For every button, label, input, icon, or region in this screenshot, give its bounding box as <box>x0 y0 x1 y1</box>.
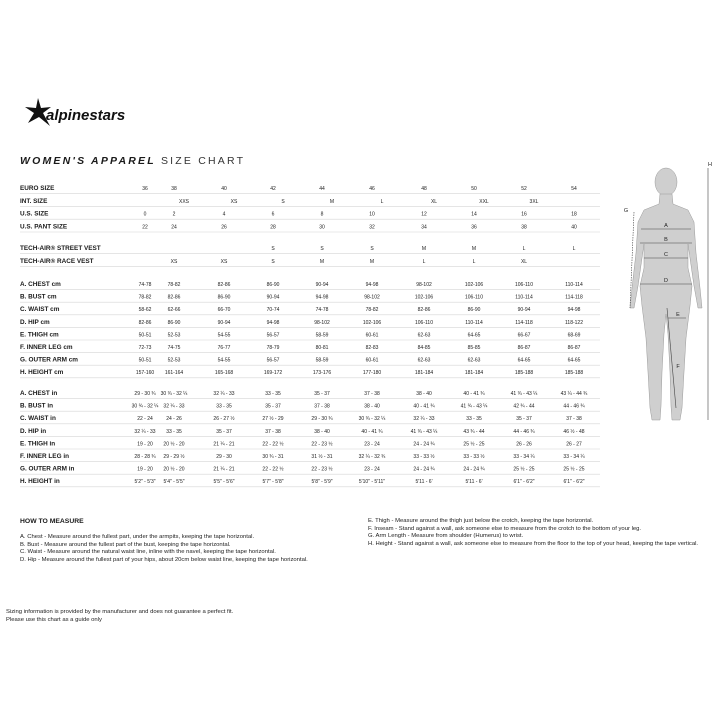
size-cell: 110-114 <box>515 294 533 301</box>
size-cell: XL <box>430 198 438 205</box>
size-cell: S <box>271 246 275 252</box>
size-cell: 86-87 <box>567 345 581 351</box>
size-cell: 40 - 41 ¾ <box>463 391 485 397</box>
size-cell: 157-160 <box>135 370 155 377</box>
size-cell: 94-98 <box>266 319 280 326</box>
size-cell: 78-82 <box>138 294 152 301</box>
size-cell: 94-98 <box>315 294 329 301</box>
size-cell: 173-176 <box>312 370 332 377</box>
size-cell: 41 ¾ - 43 ¼ <box>510 391 538 397</box>
size-cell: 36 <box>142 186 148 192</box>
size-cell: XXS <box>178 198 190 205</box>
size-cell: 58-59 <box>315 357 329 364</box>
figure-label-c: C <box>664 252 668 258</box>
size-cell: 26 - 27 <box>566 441 582 448</box>
size-cell: L <box>422 258 426 265</box>
size-cell: 22 - 23 ½ <box>311 441 333 448</box>
size-cell: 29 - 29 ½ <box>163 454 185 460</box>
size-cell: 35 - 37 <box>314 391 330 397</box>
how-to-measure-left <box>20 534 308 564</box>
size-cell: 110-114 <box>565 282 583 288</box>
body-figure <box>596 158 714 438</box>
size-cell: 72-73 <box>138 345 152 351</box>
row-label: E. THIGH in <box>20 440 56 448</box>
size-cell: 52 <box>521 186 527 192</box>
row-label: C. WAIST in <box>20 415 56 423</box>
size-cell: 98-102 <box>314 319 330 326</box>
size-cell: 24 - 24 ¾ <box>463 466 485 473</box>
size-cell: 74-75 <box>167 345 181 351</box>
row-label: G. OUTER ARM in <box>20 465 75 473</box>
size-cell: 29 - 30 ¾ <box>311 416 333 423</box>
size-cell: S <box>281 198 285 205</box>
size-cell: 64-65 <box>467 332 481 339</box>
row-label: INT. SIZE <box>20 197 48 205</box>
size-cell: 56-57 <box>266 332 280 339</box>
size-cell: 23 - 24 <box>364 466 380 473</box>
size-cell: L <box>380 198 384 205</box>
size-cell: 52-53 <box>167 332 181 339</box>
size-cell: L <box>472 258 476 265</box>
size-cell: 31 ½ - 31 <box>311 454 333 460</box>
size-cell: 32 ¼ - 33 <box>413 416 435 423</box>
size-cell: 62-66 <box>167 307 181 314</box>
size-cell: 86-90 <box>217 294 231 301</box>
note-height: H. Height - Stand against a wall, ask someone else to measure from the floor to the top of your head, keeping the tape vertical. <box>368 540 699 547</box>
size-cell: M <box>369 258 375 265</box>
size-cell: 33 - 35 <box>265 391 281 397</box>
how-to-measure-heading: HOW TO MEASURE <box>20 518 84 525</box>
size-cell: 165-168 <box>214 370 234 377</box>
size-cell: 102-106 <box>464 282 484 288</box>
size-cell: 5'10" - 5'11" <box>358 479 386 486</box>
size-cell: 85-85 <box>467 345 481 351</box>
size-cell: 70-74 <box>266 307 280 314</box>
figure-label-f: F <box>676 364 680 370</box>
size-cell: 25 ½ - 25 <box>463 441 485 448</box>
size-cell: 0 <box>143 211 147 218</box>
title-bold: WOMEN'S APPAREL <box>20 155 156 167</box>
size-cell: XS <box>220 258 228 265</box>
size-cell: 24 - 24 ¾ <box>413 466 435 473</box>
row-label: F. INNER LEG cm <box>20 344 73 351</box>
row-label: D. HIP in <box>20 427 47 435</box>
size-cell: 54-55 <box>217 332 231 339</box>
size-cell: 44 <box>319 186 325 192</box>
size-cell: 5'5" - 5'6" <box>213 479 235 486</box>
size-cell: 5'2" - 5'3" <box>134 479 156 486</box>
size-cell: 102-106 <box>362 319 382 326</box>
size-cell: 32 ¼ - 33 <box>163 403 185 410</box>
size-cell: 33 - 35 <box>466 416 482 423</box>
size-cell: 24 - 26 <box>166 416 182 423</box>
size-cell: 25 ½ - 25 <box>563 466 585 473</box>
size-cell: 30 <box>319 224 325 231</box>
size-cell: 106-110 <box>415 319 433 326</box>
size-cell: 10 <box>369 211 375 218</box>
note-chest: A. Chest - Measure around the fullest part, under the armpits, keeping the tape horizontal. <box>20 534 255 540</box>
size-cell: 43 ¼ - 44 ¾ <box>560 391 588 397</box>
size-cell: 40 <box>221 186 227 192</box>
size-cell: 78-79 <box>266 345 280 351</box>
note-thigh: E. Thigh - Measure around the thigh just below the crotch, keeping the tape horizontal. <box>368 518 594 524</box>
size-cell: 35 - 37 <box>216 428 232 435</box>
size-cell: 27 ½ - 29 <box>262 416 284 423</box>
size-cell: 30 ¾ - 31 <box>262 454 284 460</box>
size-cell: 41 ¾ - 43 ¼ <box>410 428 438 435</box>
size-cell: 32 ¼ - 33 <box>213 391 235 397</box>
figure-label-e: E <box>676 312 680 318</box>
size-cell: 33 - 33 ½ <box>413 454 435 460</box>
size-cell: 76-77 <box>217 345 231 351</box>
size-cell: 90-94 <box>315 282 329 288</box>
size-cell: 6'1" - 6'2" <box>513 479 535 486</box>
body-silhouette <box>630 168 702 420</box>
size-cell: 19 - 20 <box>137 466 153 473</box>
size-cell: 26 - 26 <box>516 441 532 448</box>
size-cell: 42 ¾ - 44 <box>513 403 535 410</box>
size-cell: 28 - 28 ¾ <box>134 454 156 460</box>
size-cell: 185-188 <box>514 370 534 377</box>
note-bust: B. Bust - Measure around the fullest part of the bust, keeping the tape horizontal. <box>20 541 231 548</box>
size-cell: 22 - 23 ½ <box>311 466 333 473</box>
size-cell: 5'8" - 5'9" <box>311 479 333 486</box>
size-cell: 86-90 <box>266 282 280 288</box>
row-label: G. OUTER ARM cm <box>20 356 78 364</box>
size-cell: 20 ½ - 20 <box>163 466 185 473</box>
size-cell: 24 <box>171 224 177 231</box>
size-cell: 32 <box>369 224 375 231</box>
row-label: U.S. SIZE <box>20 210 49 218</box>
size-cell: 44 - 46 ¾ <box>563 403 585 410</box>
disclaimer-line-1: Sizing information is provided by the manufacturer and does not guarantee a perfect fit. <box>6 609 234 615</box>
size-cell: 94-98 <box>365 282 379 288</box>
note-inseam: F. Inseam - Stand against a wall, ask someone else to measure from the crotch to the bottom of your leg. <box>368 525 642 532</box>
size-cell: 60-61 <box>365 332 379 339</box>
size-cell: 30 ¾ - 32 ¼ <box>131 403 159 410</box>
size-cell: 185-188 <box>564 370 584 377</box>
size-cell: 98-102 <box>416 282 432 288</box>
row-label: F. INNER LEG in <box>20 453 69 460</box>
row-label: B. BUST cm <box>20 293 57 301</box>
size-cell: 40 - 41 ¾ <box>413 403 435 410</box>
size-cell: 5'7" - 5'8" <box>262 479 284 486</box>
figure-label-h: H <box>708 162 712 168</box>
size-cell: 82-86 <box>138 319 152 326</box>
size-cell: L <box>522 246 526 252</box>
note-arm-length: G. Arm Length - Measure from shoulder (Humerus) to wrist. <box>368 533 524 540</box>
size-cell: 177-180 <box>362 370 382 377</box>
size-cell: 37 - 38 <box>314 403 330 410</box>
size-cell: 86-90 <box>167 319 181 326</box>
size-cell: 20 ½ - 20 <box>163 441 185 448</box>
size-cell: M <box>421 246 427 252</box>
size-cell: 33 - 35 <box>166 428 182 435</box>
size-cell: 60-61 <box>365 357 379 364</box>
size-cell: 90-94 <box>517 307 531 314</box>
size-cell: 22 - 22 ½ <box>262 441 284 448</box>
size-cell: 54-55 <box>217 357 231 364</box>
size-cell: 90-94 <box>217 319 231 326</box>
size-cell: M <box>319 258 325 265</box>
size-cell: 82-83 <box>365 345 379 351</box>
size-cell: 50 <box>471 186 477 192</box>
size-cell: 33 - 34 ¼ <box>563 454 585 460</box>
size-cell: 5'4" - 5'5" <box>163 479 185 486</box>
size-cell: 6 <box>271 211 275 218</box>
size-cell: 94-98 <box>567 307 581 314</box>
size-cell: 44 - 46 ¾ <box>513 428 535 435</box>
size-cell: 2 <box>172 211 176 218</box>
size-cell: 82-86 <box>417 307 431 314</box>
size-cell: 106-110 <box>465 294 483 301</box>
size-cell: 14 <box>471 211 477 218</box>
size-cell: L <box>572 246 576 252</box>
size-cell: 46 ½ - 48 <box>563 428 585 435</box>
size-cell: XS <box>230 198 238 205</box>
size-cell: 181-184 <box>464 370 484 377</box>
size-cell: 42 <box>270 186 276 192</box>
size-cell: XXL <box>479 198 489 205</box>
size-cell: 30 ¾ - 32 ¼ <box>160 391 188 397</box>
size-cell: 74-78 <box>138 282 152 288</box>
size-cell: 50-51 <box>138 357 152 364</box>
size-cell: 48 <box>421 186 427 192</box>
size-cell: 4 <box>222 211 226 218</box>
size-cell: 118-122 <box>565 319 583 326</box>
size-cell: 86-90 <box>467 307 481 314</box>
size-cell: 40 - 41 ¾ <box>361 428 383 435</box>
size-cell: 35 - 37 <box>516 416 532 423</box>
size-cell: M <box>329 198 335 205</box>
size-cell: 56-57 <box>266 357 280 364</box>
size-cell: 23 - 24 <box>364 441 380 448</box>
size-cell: 181-184 <box>414 370 434 377</box>
size-cell: 37 - 38 <box>364 391 380 397</box>
size-cell: 98-102 <box>364 294 380 301</box>
row-label: A. CHEST in <box>20 390 58 397</box>
size-cell: 84-85 <box>417 345 431 351</box>
row-label: C. WAIST cm <box>20 306 60 314</box>
size-cell: 62-63 <box>417 332 431 339</box>
size-cell: 102-106 <box>414 294 434 301</box>
size-cell: S <box>370 246 374 252</box>
size-cell: 38 - 40 <box>416 391 432 397</box>
size-cell: 78-82 <box>365 307 379 314</box>
size-cell: 64-65 <box>517 357 531 364</box>
size-cell: 78-82 <box>167 282 181 288</box>
size-cell: 161-164 <box>164 370 184 377</box>
size-cell: 54 <box>571 186 577 192</box>
size-cell: 110-114 <box>465 319 483 326</box>
figure-label-d: D <box>664 278 668 284</box>
size-cell: 37 - 38 <box>566 416 582 423</box>
disclaimer-line-2: Please use this chart as a guide only <box>6 616 102 623</box>
row-label: E. THIGH cm <box>20 331 59 339</box>
size-cell: 106-110 <box>515 282 533 288</box>
size-cell: 32 ¼ - 32 ¾ <box>358 454 386 460</box>
brand-wordmark: alpinestars <box>46 107 126 124</box>
size-cell: 80-81 <box>315 345 329 351</box>
size-cell: 34 <box>421 224 427 231</box>
size-cell: 66-67 <box>517 332 531 339</box>
size-cell: 22 - 22 ½ <box>262 466 284 473</box>
size-cell: 33 - 35 <box>216 403 232 410</box>
size-cell: 74-78 <box>315 307 329 314</box>
size-cell: 25 ½ - 25 <box>513 466 535 473</box>
size-cell: 38 <box>171 186 177 192</box>
size-cell: 37 - 38 <box>265 428 281 435</box>
size-cell: 36 <box>471 224 477 231</box>
size-cell: 114-118 <box>515 319 533 326</box>
size-cell: 18 <box>571 211 577 218</box>
note-waist: C. Waist - Measure around the natural waist line, inline with the navel, keeping the tape horizontal. <box>20 549 276 556</box>
size-cell: 114-118 <box>565 294 583 301</box>
figure-label-g: G <box>623 208 629 214</box>
size-cell: 50-51 <box>138 332 152 339</box>
size-cell: 33 - 34 ¼ <box>513 454 535 460</box>
size-cell: 8 <box>320 211 324 218</box>
size-cell: 82-86 <box>167 294 181 301</box>
size-cell: 29 - 30 ¾ <box>134 391 156 397</box>
size-cell: 26 <box>221 224 227 231</box>
size-cell: 46 <box>369 186 375 192</box>
size-cell: 62-63 <box>467 357 481 364</box>
size-cell: XS <box>170 258 178 265</box>
size-cell: 12 <box>421 211 427 218</box>
size-cell: 43 ¾ - 44 <box>463 428 485 435</box>
note-hip: D. Hip - Measure around the fullest part of your hips, about 20cm below waist line, keeping the tape horizontal. <box>20 556 308 563</box>
size-cell: 33 - 33 ½ <box>463 454 485 460</box>
size-cell: 38 <box>521 224 527 231</box>
size-cell: 38 - 40 <box>364 403 380 410</box>
size-cell: 32 ¼ - 33 <box>134 428 156 435</box>
size-cell: 28 <box>270 224 276 231</box>
size-cell: 6'1" - 6'2" <box>563 479 585 486</box>
figure-label-a: A <box>664 223 668 229</box>
size-cell: S <box>320 246 324 252</box>
row-label: U.S. PANT SIZE <box>20 223 68 231</box>
size-cell: 24 - 24 ¾ <box>413 441 435 448</box>
size-cell: 82-86 <box>217 282 231 288</box>
size-cell: 41 ¾ - 43 ¼ <box>460 403 488 410</box>
size-cell: 66-70 <box>217 307 231 314</box>
row-label: TECH-AIR® RACE VEST <box>20 257 94 265</box>
size-cell: 16 <box>521 211 527 218</box>
size-cell: 29 - 30 <box>216 454 232 460</box>
size-cell: 68-69 <box>567 332 581 339</box>
size-cell: 19 - 20 <box>137 441 153 448</box>
size-cell: 62-63 <box>417 357 431 364</box>
size-cell: XL <box>520 258 528 265</box>
row-label: B. BUST in <box>20 402 54 410</box>
size-cell: M <box>471 246 477 252</box>
how-to-measure-right <box>368 518 718 548</box>
size-cell: 22 - 24 <box>137 416 153 423</box>
size-cell: 21 ¼ - 21 <box>213 466 235 473</box>
size-cell: 35 - 37 <box>265 403 281 410</box>
size-cell: 58-59 <box>315 332 329 339</box>
size-cell: S <box>271 258 275 265</box>
size-cell: 64-65 <box>567 357 581 364</box>
row-label: D. HIP cm <box>20 318 50 326</box>
size-cell: 169-172 <box>263 370 283 377</box>
row-label: TECH-AIR® STREET VEST <box>20 245 101 252</box>
size-cell: 86-87 <box>517 345 531 351</box>
row-label: H. HEIGHT in <box>20 478 60 486</box>
size-cell: 5'11 - 6' <box>465 479 483 486</box>
size-cell: 38 - 40 <box>314 428 330 435</box>
disclaimer <box>6 609 233 624</box>
title-light: SIZE CHART <box>160 155 246 167</box>
size-cell: 5'11 - 6' <box>415 479 433 486</box>
size-cell: 40 <box>571 224 577 231</box>
row-label: H. HEIGHT cm <box>20 369 64 377</box>
figure-label-b: B <box>664 237 668 243</box>
size-cell: 52-53 <box>167 357 181 364</box>
size-cell: 22 <box>142 224 148 231</box>
size-cell: 90-94 <box>266 294 280 301</box>
size-cell: 3XL <box>529 198 539 205</box>
size-cell: 30 ¾ - 32 ¼ <box>358 416 386 423</box>
size-cell: 26 - 27 ½ <box>213 416 235 423</box>
row-label: EURO SIZE <box>20 185 55 192</box>
size-cell: 21 ¼ - 21 <box>213 441 235 448</box>
row-label: A. CHEST cm <box>20 281 61 288</box>
size-cell: 58-62 <box>138 307 152 314</box>
